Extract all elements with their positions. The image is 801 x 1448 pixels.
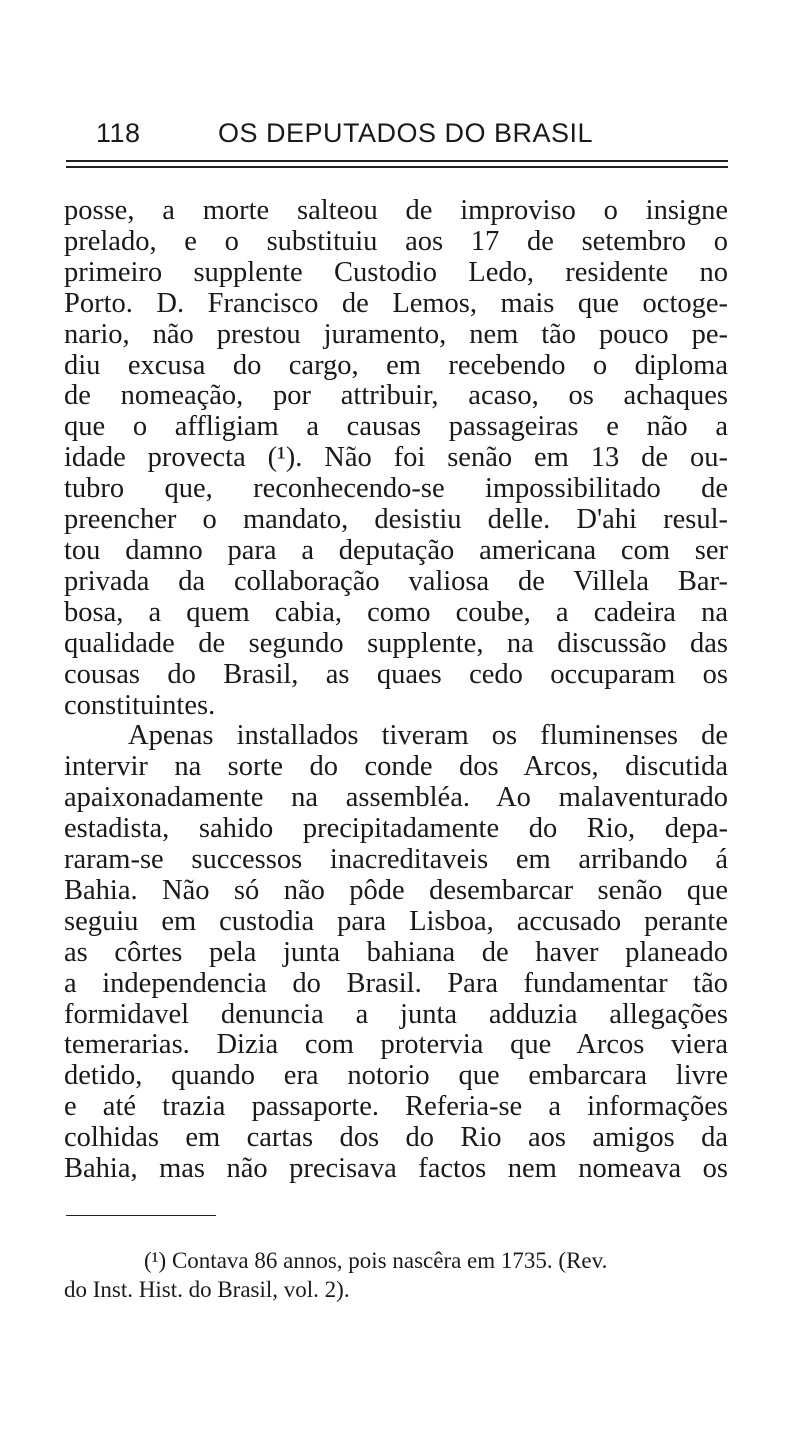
footnote-line: do Inst. Hist. do Brasil, vol. 2). bbox=[64, 1277, 350, 1302]
text-line: tubro que, reconhecendo-se impossibilitado de bbox=[64, 473, 728, 505]
text-line: idade provecta (¹). Não foi senão em 13 de ou- bbox=[64, 442, 728, 474]
running-head bbox=[96, 118, 736, 158]
text-line: Bahia, mas não precisava factos nem nomeava os bbox=[64, 1153, 728, 1185]
paragraph-start-line: Apenas installados tiveram os fluminenses de bbox=[128, 720, 728, 752]
header-rule-bottom bbox=[66, 166, 728, 168]
text-line: detido, quando era notorio que embarcara livre bbox=[64, 1060, 728, 1092]
text-line: apaixonadamente na assembléa. Ao malaventurado bbox=[64, 782, 728, 814]
text-line: qualidade de segundo supplente, na discussão das bbox=[64, 627, 728, 659]
text-line: intervir na sorte do conde dos Arcos, discutida bbox=[64, 751, 728, 783]
text-line: de nomeação, por attribuir, acaso, os achaques bbox=[64, 380, 728, 412]
body-text bbox=[64, 196, 728, 1185]
text-line: tou damno para a deputação americana com ser bbox=[64, 534, 728, 566]
text-line: que o affligiam a causas passageiras e não a bbox=[64, 411, 728, 443]
text-line: posse, a morte salteou de improviso o insigne bbox=[64, 195, 728, 226]
text-line: Porto. D. Francisco de Lemos, mais que octoge- bbox=[64, 287, 728, 319]
text-line: primeiro supplente Custodio Ledo, residente no bbox=[64, 256, 728, 288]
footnote-line: (¹) Contava 86 annos, pois nascêra em 1735. (Rev. bbox=[144, 1248, 608, 1273]
header-rule-top bbox=[66, 160, 728, 162]
text-line: estadista, sahido precipitadamente do Rio, depa- bbox=[64, 813, 728, 845]
text-line: a independencia do Brasil. Para fundamentar tão bbox=[64, 967, 728, 999]
text-line: Bahia. Não só não pôde desembarcar senão que bbox=[64, 874, 728, 906]
text-line: nario, não prestou juramento, nem tão pouco pe- bbox=[64, 318, 728, 350]
text-line: seguiu em custodia para Lisboa, accusado perante bbox=[64, 905, 728, 937]
text-line: prelado, e o substituiu aos 17 de setembro o bbox=[64, 225, 728, 257]
running-title: OS DEPUTADOS DO BRASIL bbox=[218, 118, 594, 148]
text-line: e até trazia passaporte. Referia-se a informações bbox=[64, 1091, 728, 1123]
text-line: temerarias. Dizia com protervia que Arcos viera bbox=[64, 1029, 728, 1061]
text-line: raram-se successos inacreditaveis em arribando á bbox=[64, 844, 728, 876]
text-line: colhidas em cartas dos do Rio aos amigos da bbox=[64, 1122, 728, 1154]
text-line: formidavel denuncia a junta adduzia allegações bbox=[64, 998, 728, 1030]
page-number: 118 bbox=[96, 118, 141, 148]
text-line: cousas do Brasil, as quaes cedo occuparam os bbox=[64, 658, 728, 690]
text-line: as côrtes pela junta bahiana de haver planeado bbox=[64, 936, 728, 968]
text-line: bosa, a quem cabia, como coube, a cadeira na bbox=[64, 596, 728, 628]
paragraph-end-line: constituintes. bbox=[64, 689, 216, 721]
footnote bbox=[64, 1246, 728, 1304]
footnote-rule bbox=[66, 1215, 216, 1216]
text-line: privada da collaboração valiosa de Villela Bar- bbox=[64, 565, 728, 597]
text-line: diu excusa do cargo, em recebendo o diploma bbox=[64, 349, 728, 381]
text-line: preencher o mandato, desistiu delle. D'ahi resul- bbox=[64, 504, 728, 536]
